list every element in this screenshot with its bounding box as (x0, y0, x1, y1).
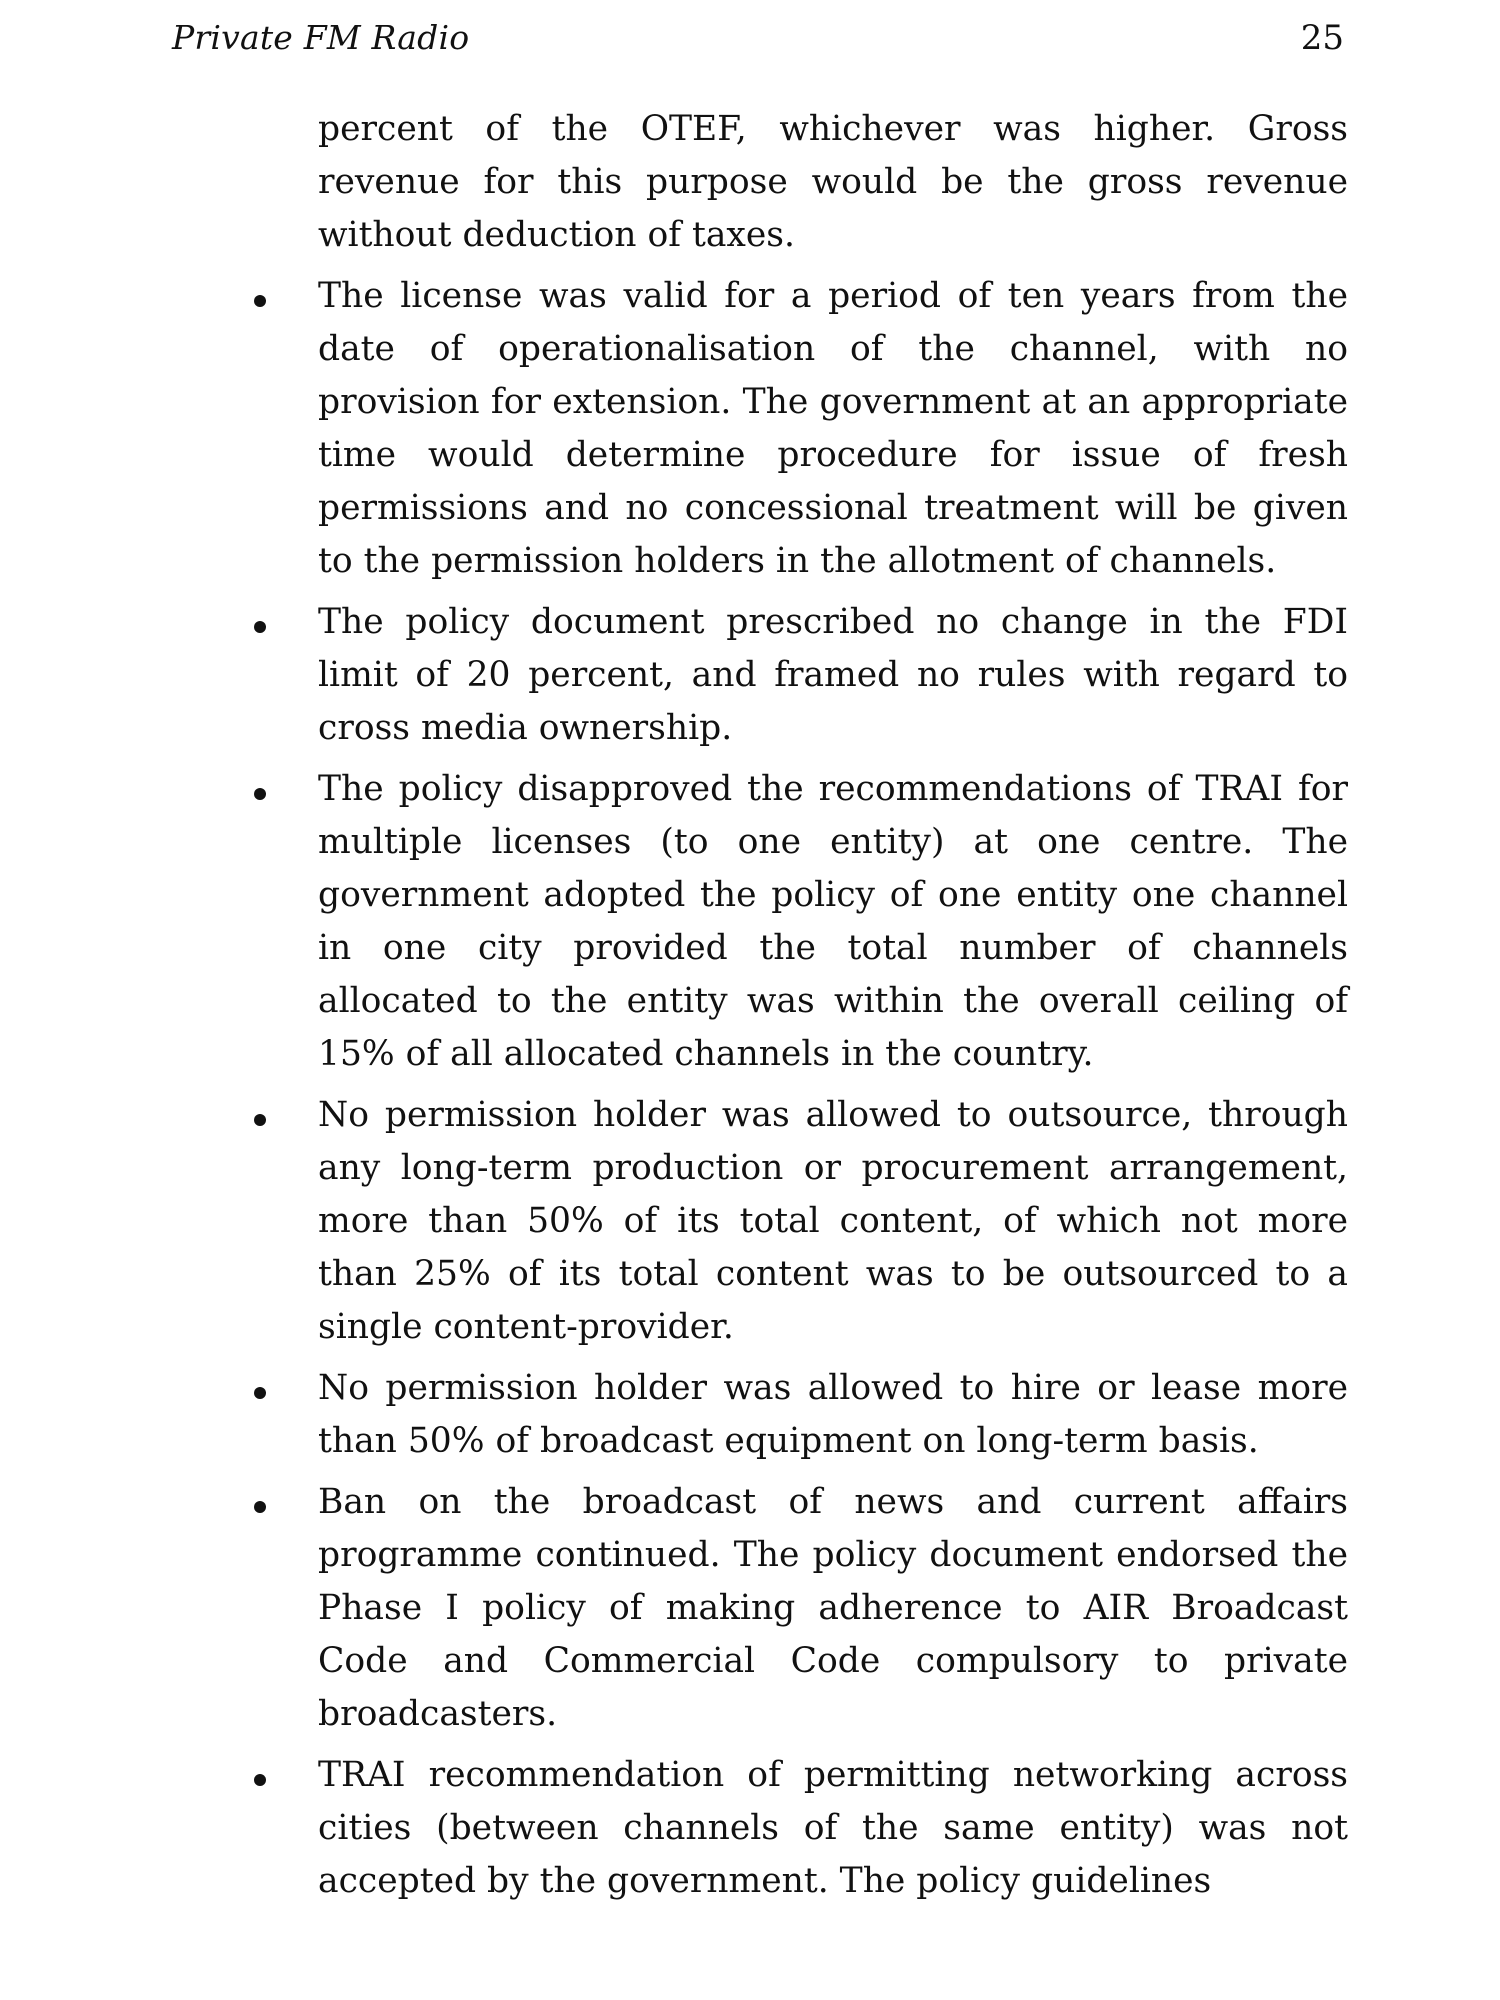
bullet-text: The license was valid for a period of ten years from the date of operationalisation of the channel, with no provision for extension. The government at an appropriate time would determine procedure for issue of fresh permissions and no concessional treatment will be given to the permission holders in the allotment of channels. (318, 276, 1348, 581)
policy-bullet-list (318, 270, 1348, 1908)
bullet-text: No permission holder was allowed to outsource, through any long-term production or procurement arrangement, more than 50% of its total content, of which not more than 25% of its total content was to be outsourced to a single content-provider. (318, 1095, 1348, 1347)
bullet-icon (254, 1774, 266, 1786)
page-number: 25 (1300, 18, 1344, 58)
list-item (318, 1476, 1348, 1741)
list-item (318, 596, 1348, 755)
bullet-icon (254, 788, 266, 800)
bullet-text: Ban on the broadcast of news and current affairs programme continued. The policy document endorsed the Phase I policy of making adherence to AIR Broadcast Code and Commercial Code compulsory to private broadcasters. (318, 1482, 1348, 1734)
bullet-icon (254, 1387, 266, 1399)
bullet-icon (254, 1114, 266, 1126)
list-item (318, 1749, 1348, 1908)
bullet-icon (254, 1501, 266, 1513)
body-text (318, 103, 1348, 1916)
list-item (318, 270, 1348, 588)
running-title: Private FM Radio (172, 18, 470, 57)
list-item (318, 1089, 1348, 1354)
list-item (318, 1362, 1348, 1468)
continuation-paragraph: percent of the OTEF, whichever was higher. Gross revenue for this purpose would be the gross revenue without deduction of taxes. (318, 109, 1348, 255)
running-head (172, 18, 1344, 68)
bullet-text: The policy document prescribed no change in the FDI limit of 20 percent, and framed no rules with regard to cross media ownership. (318, 602, 1348, 748)
list-item (318, 763, 1348, 1081)
bullet-text: TRAI recommendation of permitting networking across cities (between channels of the same entity) was not accepted by the government. The policy guidelines (318, 1755, 1348, 1901)
bullet-icon (254, 295, 266, 307)
bullet-text: No permission holder was allowed to hire or lease more than 50% of broadcast equipment on long-term basis. (318, 1368, 1348, 1461)
bullet-text: The policy disapproved the recommendations of TRAI for multiple licenses (to one entity) at one centre. The government adopted the policy of one entity one channel in one city provided the total number of channels allocated to the entity was within the overall ceiling of 15% of all allocated channels in the country. (318, 769, 1348, 1074)
bullet-icon (254, 621, 266, 633)
